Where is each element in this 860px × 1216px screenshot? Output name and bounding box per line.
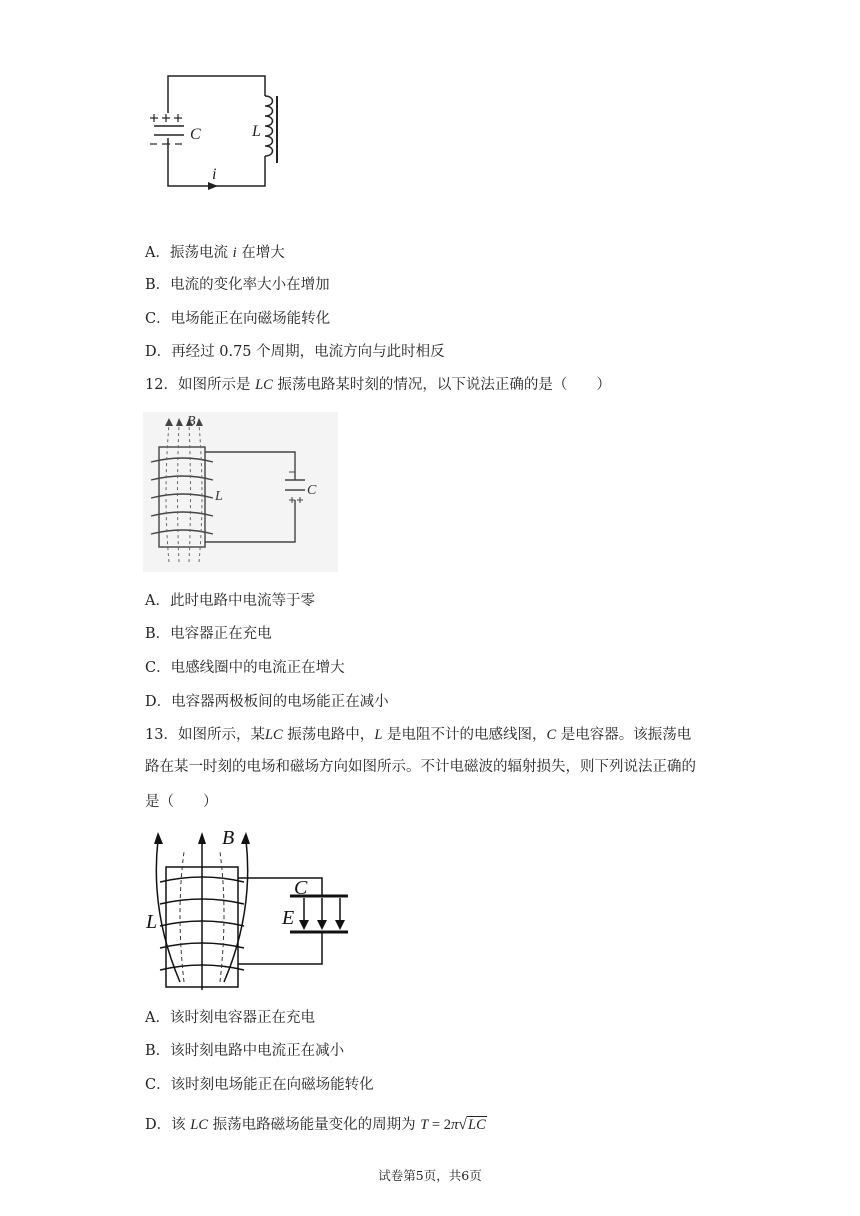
page-footer: 试卷第5页，共6页: [378, 1168, 482, 1183]
lc-circuit-figure-12: [143, 412, 338, 572]
inductor-label: L: [215, 489, 223, 504]
period-formula: T = 2π√LC: [420, 1116, 486, 1133]
capacitor-label: C: [294, 877, 308, 899]
field-label: B: [222, 827, 235, 849]
q12-stem: 12．如图所示是 LC 振荡电路某时刻的情况，以下说法正确的是（ ）: [145, 377, 611, 393]
sqrt-sign: √: [458, 1116, 468, 1133]
efield-label: E: [282, 907, 295, 929]
q13-stem-line3: 是（ ）: [145, 794, 218, 810]
inductor-label: L: [252, 123, 261, 140]
q11-option-d[interactable]: D．再经过 0.75 个周期，电流方向与此时相反: [145, 344, 445, 360]
q13-option-a[interactable]: A．该时刻电容器正在充电: [145, 1010, 315, 1026]
lc-circuit-figure-13: [140, 822, 365, 990]
current-label: i: [212, 166, 217, 183]
q13-stem-line2: 路在某一时刻的电场和磁场方向如图所示。不计电磁波的辐射损失，则下列说法正确的: [145, 759, 696, 775]
q11-option-c[interactable]: C．电场能正在向磁场能转化: [145, 311, 331, 327]
q11-option-a[interactable]: A．振荡电流 i 在增大: [145, 245, 285, 261]
q11-option-b[interactable]: B．电流的变化率大小在增加: [145, 277, 330, 293]
q13-option-d[interactable]: D．该 LC 振荡电路磁场能量变化的周期为 T = 2π√LC: [145, 1116, 486, 1133]
lc-circuit-figure-11: [140, 68, 300, 193]
q13-option-c[interactable]: C．该时刻电场能正在向磁场能转化: [145, 1077, 374, 1093]
q13-stem-line1: 13．如图所示，某LC 振荡电路中，L 是电阻不计的电感线图，C 是电容器。该振荡电: [145, 727, 692, 743]
inductor-label: L: [146, 911, 158, 933]
q12-option-b[interactable]: B．电容器正在充电: [145, 626, 272, 642]
q12-option-d[interactable]: D．电容器两极板间的电场能正在减小: [145, 694, 389, 710]
q12-option-c[interactable]: C．电感线圈中的电流正在增大: [145, 660, 345, 676]
capacitor-label: C: [307, 483, 317, 498]
capacitor-label: C: [190, 126, 201, 143]
q13-option-b[interactable]: B．该时刻电路中电流正在减小: [145, 1043, 345, 1059]
q12-option-a[interactable]: A．此时电路中电流等于零: [145, 593, 315, 609]
field-label: B: [187, 414, 196, 429]
